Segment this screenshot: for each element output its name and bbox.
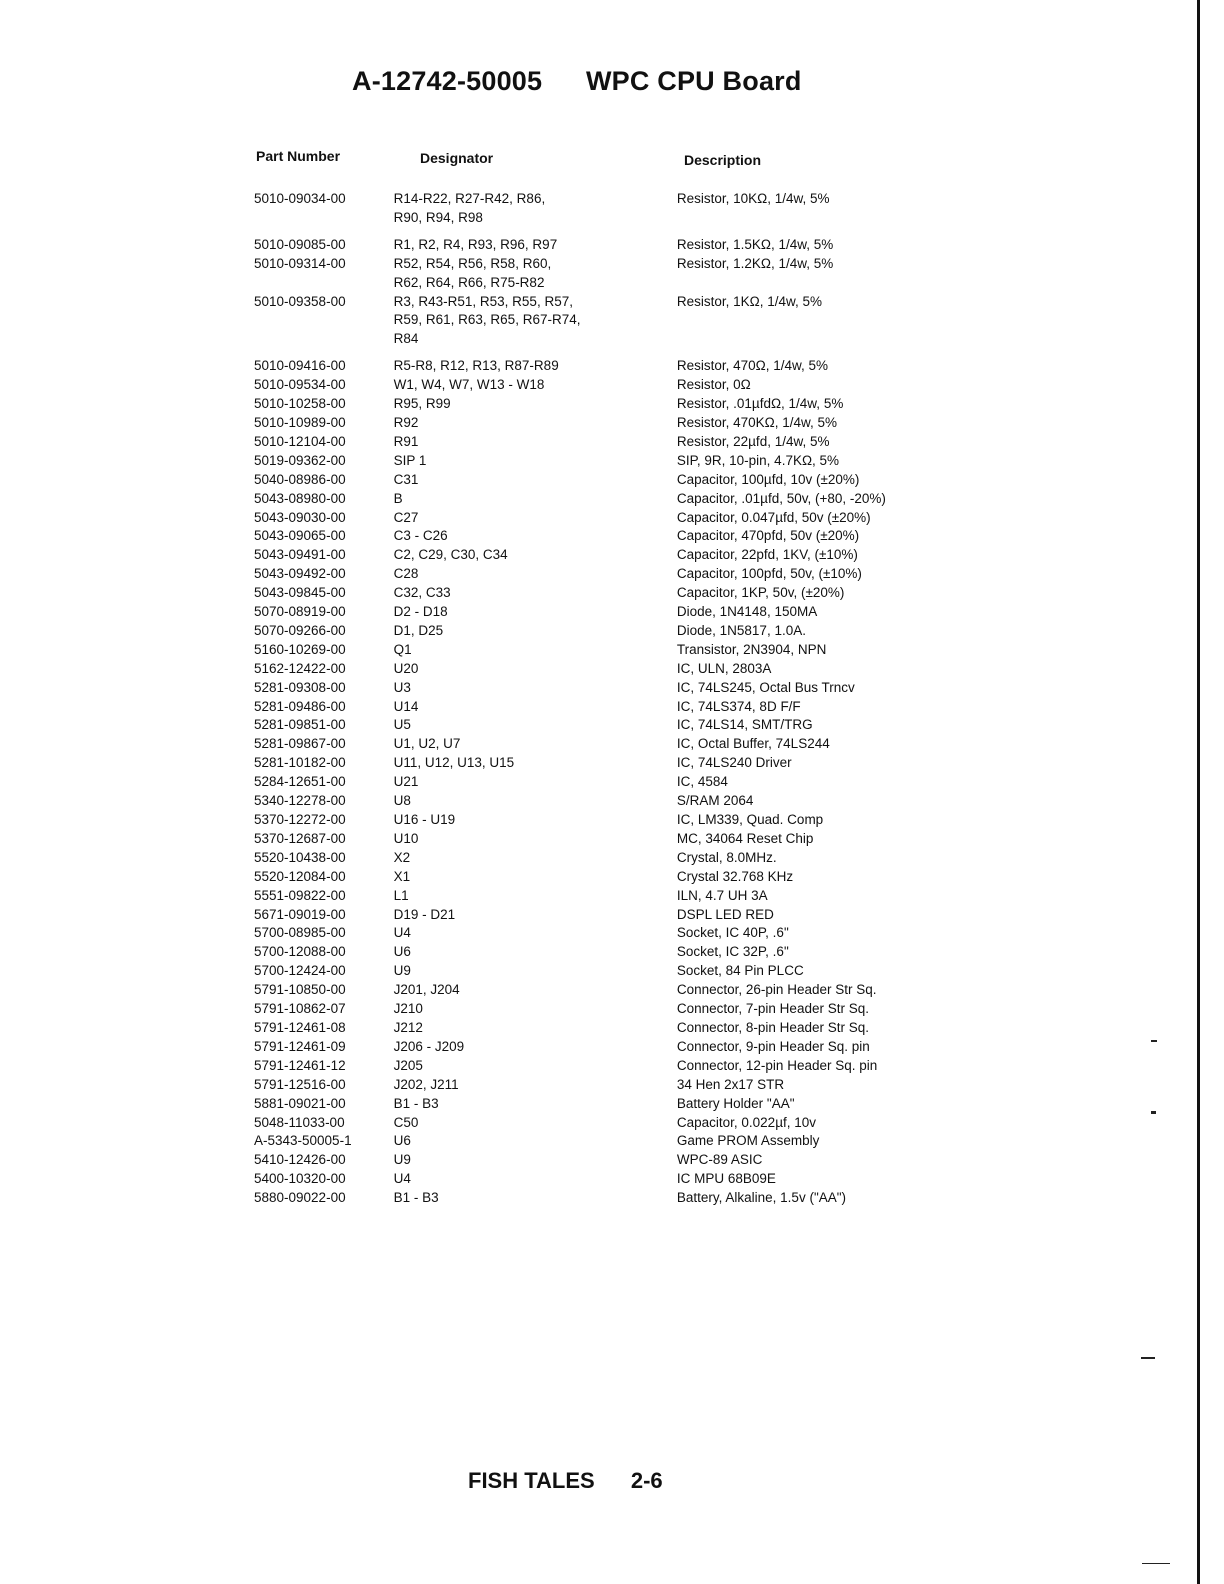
part-number-cell: 5010-09416-00 (254, 358, 346, 374)
page-right-edge (1197, 0, 1224, 1584)
footer-game-title: FISH TALES (468, 1468, 595, 1493)
designator-cell: R3, R43-R51, R53, R55, R57, R59, R61, R63, R65, R67-R74, R84 (393, 293, 581, 347)
table-row (246, 754, 1006, 773)
designator-cell: U6 (393, 1133, 411, 1149)
page-title (352, 66, 802, 97)
description-cell: SIP, 9R, 10-pin, 4.7KΩ, 5% (676, 452, 840, 468)
table-row (246, 868, 1006, 887)
description-cell: DSPL LED RED (676, 906, 774, 922)
description-cell: Resistor, .01µfdΩ, 1/4w, 5% (676, 396, 844, 412)
description-cell: Resistor, 470KΩ, 1/4w, 5% (676, 414, 838, 430)
table-row (246, 190, 1006, 228)
designator-cell: U9 (393, 963, 411, 979)
part-number-cell: 5281-09851-00 (254, 717, 346, 733)
designator-cell: U6 (393, 944, 411, 960)
designator-cell: U10 (393, 830, 419, 846)
designator-cell: J201, J204 (393, 982, 460, 998)
part-number-cell: 5010-09314-00 (254, 255, 346, 271)
assembly-name: WPC CPU Board (585, 66, 802, 96)
description-cell: Diode, 1N5817, 1.0A. (676, 622, 806, 638)
description-cell: Resistor, 22µfd, 1/4w, 5% (676, 433, 830, 449)
description-cell: Socket, IC 32P, .6" (676, 944, 789, 960)
description-cell: S/RAM 2064 (676, 793, 754, 809)
part-number-cell: 5370-12272-00 (254, 812, 346, 827)
description-cell: Crystal, 8.0MHz. (676, 849, 777, 865)
table-row (246, 849, 1006, 868)
part-number-cell: 5700-12424-00 (254, 963, 346, 979)
table-row (246, 414, 1006, 433)
designator-cell: J202, J211 (393, 1076, 459, 1092)
part-number-cell: 5881-09021-00 (254, 1095, 346, 1111)
part-number-cell: 5162-12422-00 (254, 660, 346, 676)
designator-cell: J212 (393, 1019, 423, 1035)
description-cell: Resistor, 1KΩ, 1/4w, 5% (676, 293, 823, 309)
designator-cell: R1, R2, R4, R93, R96, R97 (393, 236, 558, 252)
designator-cell: C31 (393, 471, 419, 487)
part-number-cell: 5281-09486-00 (254, 698, 346, 714)
designator-cell: R5-R8, R12, R13, R87-R89 (393, 358, 559, 374)
designator-cell: U4 (393, 925, 411, 941)
table-row (246, 565, 1006, 584)
description-cell: Diode, 1N4148, 150MA (676, 604, 818, 620)
table-row (246, 792, 1006, 811)
part-number-cell: 5019-09362-00 (254, 452, 346, 468)
table-row (246, 830, 1006, 849)
footer-page-number: 2-6 (630, 1468, 663, 1493)
table-row (246, 293, 1006, 350)
table-row (246, 395, 1006, 414)
description-cell: IC, 4584 (676, 774, 728, 790)
description-cell: Resistor, 0Ω (676, 377, 751, 393)
designator-cell: C27 (393, 509, 419, 525)
description-cell: Socket, 84 Pin PLCC (676, 963, 804, 979)
description-cell: Capacitor, 1KP, 50v, (±20%) (676, 585, 845, 601)
designator-cell: C2, C29, C30, C34 (393, 547, 508, 563)
designator-cell: U9 (393, 1152, 411, 1168)
table-row (246, 357, 1006, 376)
table-row (246, 546, 1006, 565)
designator-cell: U21 (393, 774, 419, 790)
table-row (246, 1038, 1006, 1057)
designator-cell: W1, W4, W7, W13 - W18 (393, 377, 545, 393)
designator-cell: R92 (393, 414, 419, 430)
table-row (246, 1019, 1006, 1038)
table-row (246, 603, 1006, 622)
description-cell: Socket, IC 40P, .6" (676, 925, 789, 941)
table-row (246, 433, 1006, 452)
scan-mark (1141, 1357, 1155, 1359)
part-number-cell: 5160-10269-00 (254, 641, 346, 657)
table-row (246, 660, 1006, 679)
designator-cell: B1 - B3 (393, 1095, 439, 1111)
table-row (246, 236, 1006, 255)
assembly-number: A-12742-50005 (352, 66, 543, 96)
part-number-cell: 5043-09491-00 (254, 547, 346, 563)
designator-cell: U11, U12, U13, U15 (393, 755, 515, 771)
designator-cell: J206 - J209 (393, 1038, 465, 1054)
description-cell: Battery, Alkaline, 1.5v ("AA") (676, 1190, 847, 1206)
designator-cell: C32, C33 (393, 585, 451, 601)
part-number-cell: 5043-09845-00 (254, 585, 346, 601)
part-number-cell: 5043-09030-00 (254, 509, 346, 525)
part-number-cell: 5070-08919-00 (254, 604, 346, 620)
part-number-cell: 5010-09534-00 (254, 377, 346, 393)
part-number-cell: A-5343-50005-1 (254, 1133, 352, 1149)
designator-cell: R91 (393, 433, 419, 449)
table-row (246, 452, 1006, 471)
designator-cell: J210 (393, 1001, 423, 1017)
description-cell: Capacitor, .01µfd, 50v, (+80, -20%) (676, 490, 886, 506)
table-row (246, 255, 1006, 293)
part-number-cell: 5010-09034-00 (254, 191, 346, 206)
description-cell: IC, Octal Buffer, 74LS244 (676, 736, 830, 752)
designator-cell: D2 - D18 (393, 604, 448, 620)
table-row (246, 1132, 1006, 1151)
column-header-designator: Designator (420, 150, 494, 166)
part-number-cell: 5070-09266-00 (254, 622, 346, 638)
part-number-cell: 5010-09358-00 (254, 293, 346, 309)
part-number-cell: 5791-12461-12 (254, 1057, 346, 1073)
description-cell: 34 Hen 2x17 STR (676, 1076, 785, 1092)
table-row (246, 584, 1006, 603)
part-number-cell: 5791-10862-07 (254, 1001, 346, 1017)
designator-cell: U16 - U19 (393, 812, 456, 827)
description-cell: MC, 34064 Reset Chip (676, 830, 814, 846)
part-number-cell: 5700-08985-00 (254, 925, 346, 941)
table-row (246, 811, 1006, 830)
designator-cell: R95, R99 (393, 396, 451, 412)
description-cell: Capacitor, 470pfd, 50v (±20%) (676, 528, 860, 544)
designator-cell: L1 (393, 887, 409, 903)
description-cell: IC, 74LS14, SMT/TRG (676, 717, 813, 733)
designator-cell: SIP 1 (393, 452, 427, 468)
part-number-cell: 5281-09867-00 (254, 736, 346, 752)
designator-cell: R14-R22, R27-R42, R86, R90, R94, R98 (393, 191, 546, 225)
designator-cell: U1, U2, U7 (393, 736, 461, 752)
designator-cell: D1, D25 (393, 622, 444, 638)
table-row (246, 490, 1006, 509)
description-cell: Connector, 12-pin Header Sq. pin (676, 1057, 878, 1073)
description-cell: Game PROM Assembly (676, 1133, 820, 1149)
description-cell: Capacitor, 100µfd, 10v (±20%) (676, 471, 860, 487)
part-number-cell: 5010-10989-00 (254, 414, 346, 430)
table-row (246, 471, 1006, 490)
description-cell: Capacitor, 0.022µf, 10v (676, 1114, 816, 1130)
parts-table (246, 190, 1006, 1208)
description-cell: Capacitor, 22pfd, 1KV, (±10%) (676, 547, 858, 563)
description-cell: IC, 74LS245, Octal Bus Trncv (676, 679, 855, 695)
table-row (246, 376, 1006, 395)
description-cell: IC, ULN, 2803A (676, 660, 772, 676)
table-row (246, 698, 1006, 717)
part-number-cell: 5340-12278-00 (254, 793, 346, 809)
page-footer (468, 1468, 663, 1494)
part-number-cell: 5040-08986-00 (254, 471, 346, 487)
table-row (246, 943, 1006, 962)
designator-cell: J205 (393, 1057, 423, 1073)
table-row (246, 773, 1006, 792)
part-number-cell: 5281-10182-00 (254, 755, 346, 771)
table-row (246, 1076, 1006, 1095)
description-cell: Resistor, 10KΩ, 1/4w, 5% (676, 191, 830, 206)
description-cell: Crystal 32.768 KHz (676, 868, 794, 884)
designator-cell: C50 (393, 1114, 419, 1130)
table-row (246, 1000, 1006, 1019)
designator-cell: U8 (393, 793, 411, 809)
part-number-cell: 5791-12516-00 (254, 1076, 346, 1092)
part-number-cell: 5370-12687-00 (254, 830, 346, 846)
description-cell: IC, LM339, Quad. Comp (676, 812, 824, 827)
column-header-part-number: Part Number (256, 148, 341, 164)
description-cell: Connector, 9-pin Header Sq. pin (676, 1038, 870, 1054)
description-cell: IC, 74LS240 Driver (676, 755, 792, 771)
part-number-cell: 5791-12461-08 (254, 1019, 346, 1035)
description-cell: IC MPU 68B09E (676, 1171, 776, 1187)
designator-cell: U5 (393, 717, 411, 733)
table-row (246, 509, 1006, 528)
part-number-cell: 5671-09019-00 (254, 906, 346, 922)
table-row (246, 1095, 1006, 1114)
scan-mark (1151, 1111, 1156, 1114)
description-cell: IC, 74LS374, 8D F/F (676, 698, 801, 714)
description-cell: Transistor, 2N3904, NPN (676, 641, 827, 657)
designator-cell: U3 (393, 679, 411, 695)
column-header-description: Description (684, 152, 762, 168)
designator-cell: B (393, 490, 403, 506)
table-row (246, 962, 1006, 981)
table-row (246, 906, 1006, 925)
table-row (246, 1114, 1006, 1133)
table-row (246, 1189, 1006, 1208)
table-row (246, 924, 1006, 943)
designator-cell: B1 - B3 (393, 1190, 439, 1206)
designator-cell: D19 - D21 (393, 906, 456, 922)
designator-cell: X2 (393, 849, 411, 865)
description-cell: Resistor, 1.5KΩ, 1/4w, 5% (676, 236, 834, 252)
description-cell: Battery Holder "AA" (676, 1095, 795, 1111)
designator-cell: U4 (393, 1171, 411, 1187)
part-number-cell: 5048-11033-00 (254, 1114, 345, 1130)
part-number-cell: 5043-09492-00 (254, 566, 346, 582)
part-number-cell: 5284-12651-00 (254, 774, 346, 790)
table-row (246, 1170, 1006, 1189)
scan-mark (1151, 1040, 1157, 1042)
part-number-cell: 5281-09308-00 (254, 679, 346, 695)
description-cell: Capacitor, 100pfd, 50v, (±10%) (676, 566, 862, 582)
designator-cell: U20 (393, 660, 419, 676)
part-number-cell: 5043-08980-00 (254, 490, 346, 506)
description-cell: Capacitor, 0.047µfd, 50v (±20%) (676, 509, 871, 525)
table-row (246, 527, 1006, 546)
scan-mark (1142, 1563, 1170, 1564)
designator-cell: X1 (393, 868, 411, 884)
table-row (246, 887, 1006, 906)
designator-cell: U14 (393, 698, 419, 714)
table-row (246, 716, 1006, 735)
table-row (246, 641, 1006, 660)
part-number-cell: 5551-09822-00 (254, 887, 346, 903)
part-number-cell: 5700-12088-00 (254, 944, 346, 960)
table-row (246, 735, 1006, 754)
part-number-cell: 5410-12426-00 (254, 1152, 346, 1168)
table-row (246, 622, 1006, 641)
description-cell: Resistor, 1.2KΩ, 1/4w, 5% (676, 255, 834, 271)
designator-cell: C3 - C26 (393, 528, 448, 544)
part-number-cell: 5520-12084-00 (254, 868, 346, 884)
part-number-cell: 5520-10438-00 (254, 849, 346, 865)
part-number-cell: 5010-12104-00 (254, 433, 346, 449)
description-cell: Connector, 7-pin Header Str Sq. (676, 1001, 869, 1017)
part-number-cell: 5791-12461-09 (254, 1038, 346, 1054)
designator-cell: Q1 (393, 641, 412, 657)
designator-cell: C28 (393, 566, 419, 582)
part-number-cell: 5880-09022-00 (254, 1190, 346, 1206)
description-cell: Connector, 8-pin Header Str Sq. (676, 1019, 869, 1035)
table-row (246, 981, 1006, 1000)
description-cell: Connector, 26-pin Header Str Sq. (676, 982, 877, 998)
part-number-cell: 5400-10320-00 (254, 1171, 346, 1187)
part-number-cell: 5791-10850-00 (254, 982, 346, 998)
part-number-cell: 5010-10258-00 (254, 396, 346, 412)
description-cell: Resistor, 470Ω, 1/4w, 5% (676, 358, 829, 374)
description-cell: WPC-89 ASIC (676, 1152, 763, 1168)
table-row (246, 1057, 1006, 1076)
designator-cell: R52, R54, R56, R58, R60, R62, R64, R66, R75-R82 (393, 255, 552, 290)
table-row (246, 1151, 1006, 1170)
description-cell: ILN, 4.7 UH 3A (676, 887, 768, 903)
part-number-cell: 5043-09065-00 (254, 528, 346, 544)
part-number-cell: 5010-09085-00 (254, 236, 346, 252)
table-row (246, 679, 1006, 698)
